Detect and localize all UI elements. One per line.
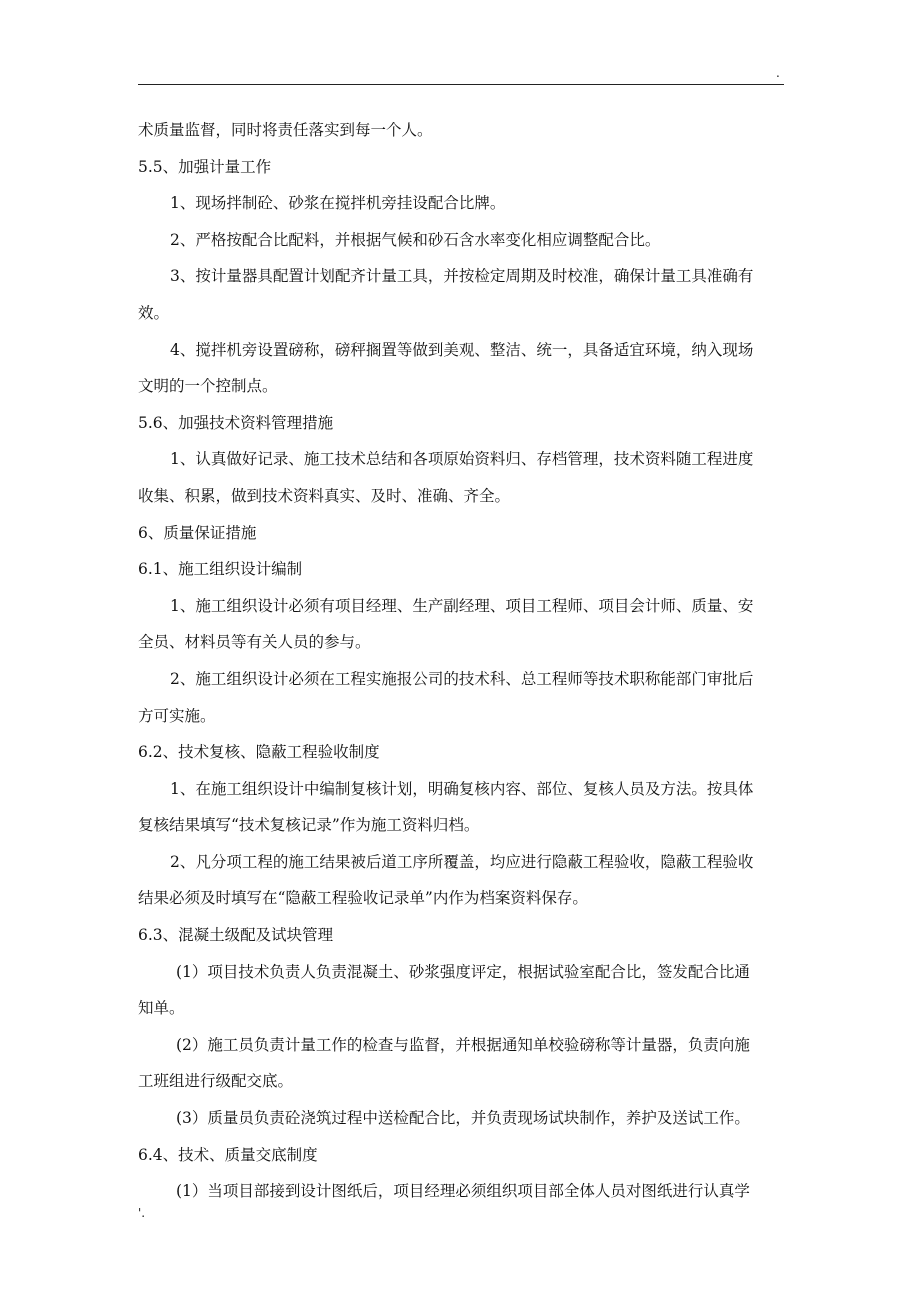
text-line: 全员、材料员等有关人员的参与。 xyxy=(138,633,371,652)
text-line: 知单。 xyxy=(138,999,185,1018)
header-rule xyxy=(138,84,784,85)
text-line: 收集、积累，做到技术资料真实、及时、准确、齐全。 xyxy=(138,486,511,505)
text-line: 2、凡分项工程的施工结果被后道工序所覆盖，均应进行隐蔽工程验收，隐蔽工程验收 xyxy=(170,852,754,871)
text-line: 1、施工组织设计必须有项目经理、生产副经理、项目工程师、项目会计师、质量、安 xyxy=(170,596,754,615)
text-line: 6、质量保证措施 xyxy=(138,523,257,542)
text-line: 2、严格按配合比配料，并根据气候和砂石含水率变化相应调整配合比。 xyxy=(170,230,661,249)
text-line: (3）质量员负责砼浇筑过程中送检配合比，并负责现场试块制作，养护及送试工作。 xyxy=(176,1109,750,1128)
text-line: 工班组进行级配交底。 xyxy=(138,1072,294,1091)
text-line: 5.6、加强技术资料管理措施 xyxy=(138,413,334,432)
text-line: 复核结果填写“技术复核记录”作为施工资料归档。 xyxy=(138,816,480,835)
text-line: 1、认真做好记录、施工技术总结和各项原始资料归、存档管理，技术资料随工程进度 xyxy=(170,450,754,469)
text-line: 术质量监督，同时将责任落实到每一个人。 xyxy=(138,121,433,139)
text-line: 6.4、技术、质量交底制度 xyxy=(138,1145,318,1164)
text-line: 1、现场拌制砼、砂浆在搅拌机旁挂设配合比牌。 xyxy=(170,194,506,213)
text-line: 3、按计量器具配置计划配齐计量工具，并按检定周期及时校准，确保计量工具准确有 xyxy=(170,267,754,286)
text-line: (2）施工员负责计量工作的检查与监督，并根据通知单校验磅称等计量器，负责向施 xyxy=(176,1035,750,1054)
text-line: 2、施工组织设计必须在工程实施报公司的技术科、总工程师等技术职称能部门审批后 xyxy=(170,669,754,688)
text-line: 1、在施工组织设计中编制复核计划，明确复核内容、部位、复核人员及方法。按具体 xyxy=(170,779,754,798)
document-body xyxy=(138,112,784,1210)
text-line: (1）当项目部接到设计图纸后，项目经理必须组织项目部全体人员对图纸进行认真学 xyxy=(176,1182,750,1201)
text-line: 6.1、施工组织设计编制 xyxy=(138,560,303,579)
text-line: 5.5、加强计量工作 xyxy=(138,157,272,176)
text-line: 6.3、混凝土级配及试块管理 xyxy=(138,926,334,945)
text-line: 6.2、技术复核、隐蔽工程验收制度 xyxy=(138,743,380,762)
text-line: 4、搅拌机旁设置磅称，磅秤搁置等做到美观、整洁、统一，具备适宜环境，纳入现场 xyxy=(170,340,754,359)
footer-mark: '. xyxy=(138,1206,146,1220)
text-line: 效。 xyxy=(138,303,170,322)
text-line: 方可实施。 xyxy=(138,706,216,725)
text-line: 文明的一个控制点。 xyxy=(138,377,278,396)
text-line: 结果必须及时填写在“隐蔽工程验收记录单”内作为档案资料保存。 xyxy=(138,889,588,908)
text-line: (1）项目技术负责人负责混凝土、砂浆强度评定，根据试验室配合比，签发配合比通 xyxy=(176,962,750,981)
header-mark: . xyxy=(776,66,780,80)
